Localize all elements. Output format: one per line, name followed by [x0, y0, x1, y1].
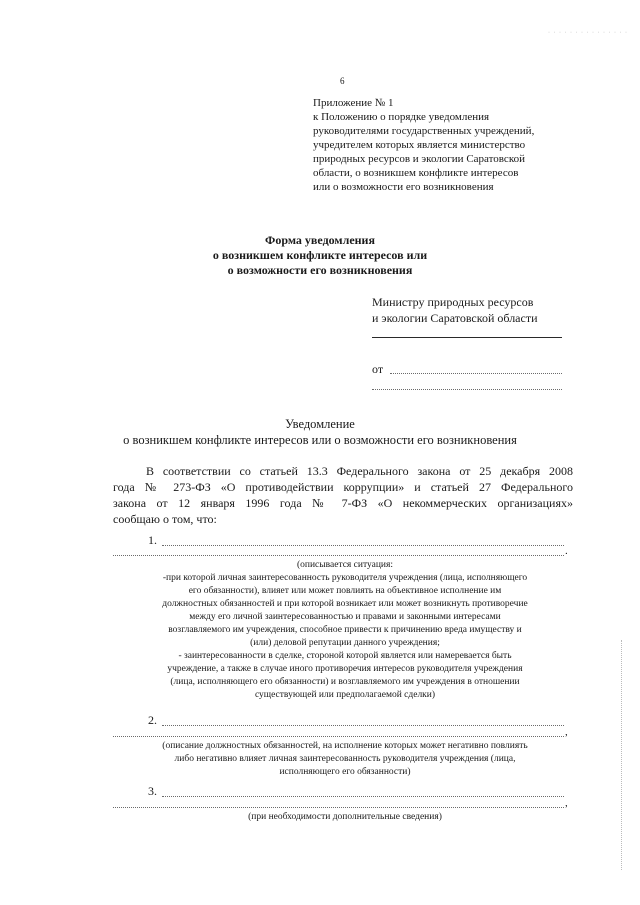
item-2-end-mark: ,: [565, 726, 568, 738]
caption-line: (лица, исполняющего его обязанности) и возглавляемого им учреждения в отношении: [170, 677, 520, 687]
appendix-line: или о возможности его возникновения: [313, 181, 494, 193]
scan-corner-mark: · · · · · · · · · · · · · · ·: [548, 30, 628, 36]
item-3-caption: [110, 811, 580, 824]
notice-subtitle: о возникшем конфликте интересов или о возможности его возникновения: [123, 433, 517, 447]
item-2-caption: [110, 740, 580, 779]
addressee-line: и экологии Саратовской области: [372, 311, 538, 325]
item-1-blank-line-2[interactable]: [113, 555, 564, 556]
notice-title: Уведомление: [285, 417, 355, 431]
scan-edge-mark: [621, 640, 622, 870]
caption-line: его обязанности), влияет или может повлиять на объективное исполнение им: [188, 586, 502, 596]
item-3-blank-line-2[interactable]: [113, 807, 564, 808]
caption-line: (при необходимости дополнительные сведения): [248, 812, 442, 822]
item-number: 2.: [148, 713, 157, 727]
caption-line: существующей или предполагаемой сделки): [254, 690, 436, 700]
body-line: года № 273-ФЗ «О противодействии коррупции» и статьей 27 Федерального: [113, 480, 573, 494]
item-number: 1.: [148, 533, 157, 547]
appendix-header: [313, 96, 593, 194]
caption-line: учреждение, а также в случае иного противоречия интересов руководителя учреждения: [167, 664, 523, 674]
appendix-line: руководителями государственных учреждений,: [313, 125, 535, 137]
from-blank-line-2[interactable]: [372, 389, 562, 390]
item-2-blank-line-2[interactable]: [113, 736, 564, 737]
page-number: 6: [340, 76, 345, 86]
caption-line: возглавляемого им учреждения, способное привести к причинению вреда имуществу и: [168, 625, 522, 635]
body-line: В соответствии со статьей 13.3 Федерального закона от 25 декабря 2008: [146, 464, 573, 478]
item-2-blank-line[interactable]: [162, 725, 564, 726]
caption-line: должностных обязанностей и при которой возникает или может возникнуть противоречие: [162, 599, 528, 609]
caption-line: -при которой личная заинтересованность руководителя учреждения (лица, исполняющего: [162, 573, 528, 583]
caption-line: (описывается ситуация:: [296, 560, 394, 570]
appendix-line: учредителем которых является министерство: [313, 139, 526, 151]
caption-line: исполняющего его обязанности): [279, 767, 411, 777]
item-number: 3.: [148, 784, 157, 798]
addressee-block: [372, 294, 538, 326]
from-blank-line[interactable]: [390, 373, 562, 374]
notice-body: [113, 463, 573, 527]
body-line: закона от 12 января 1996 года № 7-ФЗ «О некоммерческих организациях»: [113, 496, 573, 510]
addressee-blank-line[interactable]: [372, 337, 562, 338]
appendix-line: к Положению о порядке уведомления: [313, 111, 490, 123]
appendix-line: Приложение № 1: [313, 97, 394, 109]
caption-line: между его личной заинтересованностью и правами и законными интересами: [189, 612, 501, 622]
form-title: [170, 233, 470, 278]
body-line: сообщаю о том, что:: [113, 512, 217, 526]
form-title-line: о возникшем конфликте интересов или: [212, 248, 428, 262]
from-label: от: [372, 362, 384, 376]
item-3-blank-line[interactable]: [162, 796, 564, 797]
notice-heading: [60, 416, 580, 448]
item-1-end-mark: .: [565, 545, 568, 557]
item-1-blank-line[interactable]: [162, 545, 564, 546]
appendix-line: области, о возникшем конфликте интересов: [313, 167, 519, 179]
item-1-caption: [110, 559, 580, 702]
addressee-line: Министру природных ресурсов: [372, 295, 534, 309]
caption-line: - заинтересованности в сделке, стороной которой является или намеревается быть: [178, 651, 512, 661]
item-3-end-mark: ,: [565, 797, 568, 809]
form-title-line: Форма уведомления: [265, 233, 375, 247]
caption-line: (описание должностных обязанностей, на исполнение которых может негативно повлиять: [162, 741, 528, 751]
form-title-line: о возможности его возникновения: [227, 263, 413, 277]
caption-line: либо негативно влияет личная заинтересованность руководителя учреждения (лица,: [174, 754, 516, 764]
caption-line: (или) деловой репутации данного учреждения;: [250, 638, 440, 648]
appendix-line: природных ресурсов и экологии Саратовской: [313, 153, 525, 165]
